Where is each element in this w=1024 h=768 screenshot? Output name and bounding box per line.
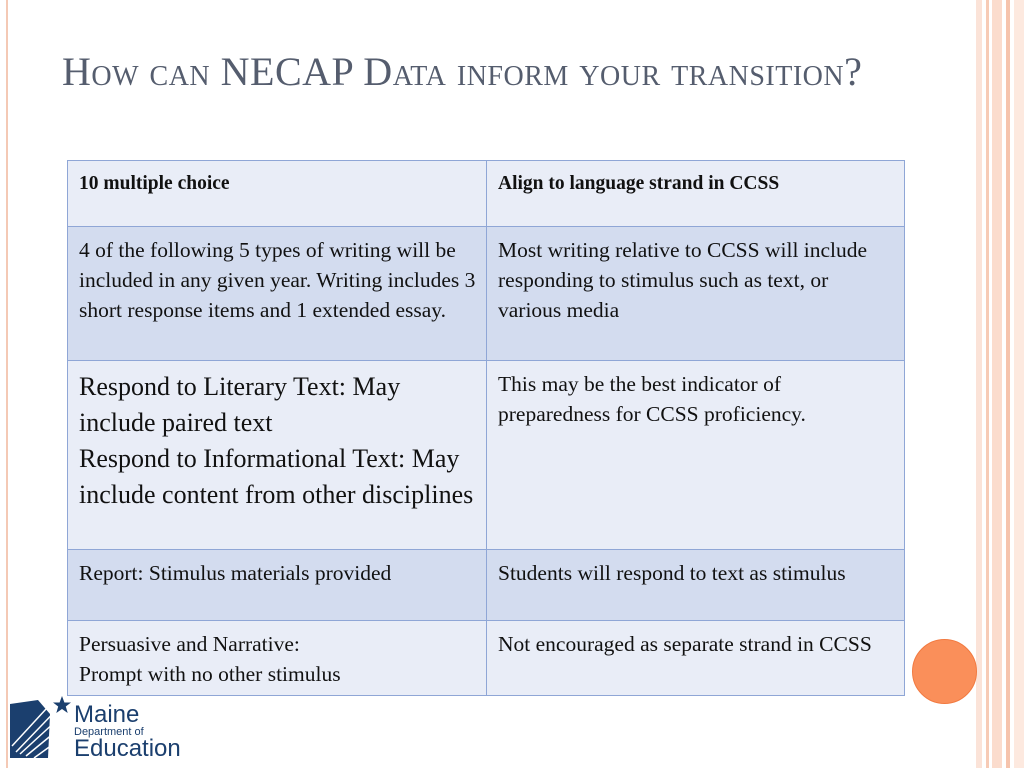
decorative-stripes [976, 0, 1024, 768]
comparison-table [67, 160, 905, 696]
left-border-line [6, 0, 8, 768]
table-cell-left: Persuasive and Narrative: Prompt with no other stimulus [68, 621, 487, 696]
logo-department: Department of [74, 726, 144, 738]
table-row [68, 361, 905, 550]
table-cell-left: Report: Stimulus materials provided [68, 550, 487, 621]
table-row [68, 161, 905, 227]
logo-education: Education [74, 735, 181, 762]
table-cell-left: Respond to Literary Text: May include paired text Respond to Informational Text: May include content from other disciplines [68, 361, 487, 550]
table-row [68, 550, 905, 621]
logo-maine: Maine [74, 701, 140, 728]
slide-title: How can NECAP Data inform your transition? [62, 49, 863, 94]
table-cell-right: Most writing relative to CCSS will include responding to stimulus such as text, or various media [487, 227, 905, 361]
table-cell-right: Not encouraged as separate strand in CCSS [487, 621, 905, 696]
state-star-icon [8, 694, 72, 760]
table-row [68, 621, 905, 696]
table-cell-right: This may be the best indicator of preparedness for CCSS proficiency. [487, 361, 905, 550]
table-cell-left: 10 multiple choice [68, 161, 487, 227]
table-cell-right: Align to language strand in CCSS [487, 161, 905, 227]
decorative-circle [912, 639, 977, 704]
maine-doe-logo [4, 690, 204, 764]
table-row [68, 227, 905, 361]
table-cell-left: 4 of the following 5 types of writing will be included in any given year. Writing includes 3 short response items and 1 extended essay. [68, 227, 487, 361]
table-cell-right: Students will respond to text as stimulus [487, 550, 905, 621]
